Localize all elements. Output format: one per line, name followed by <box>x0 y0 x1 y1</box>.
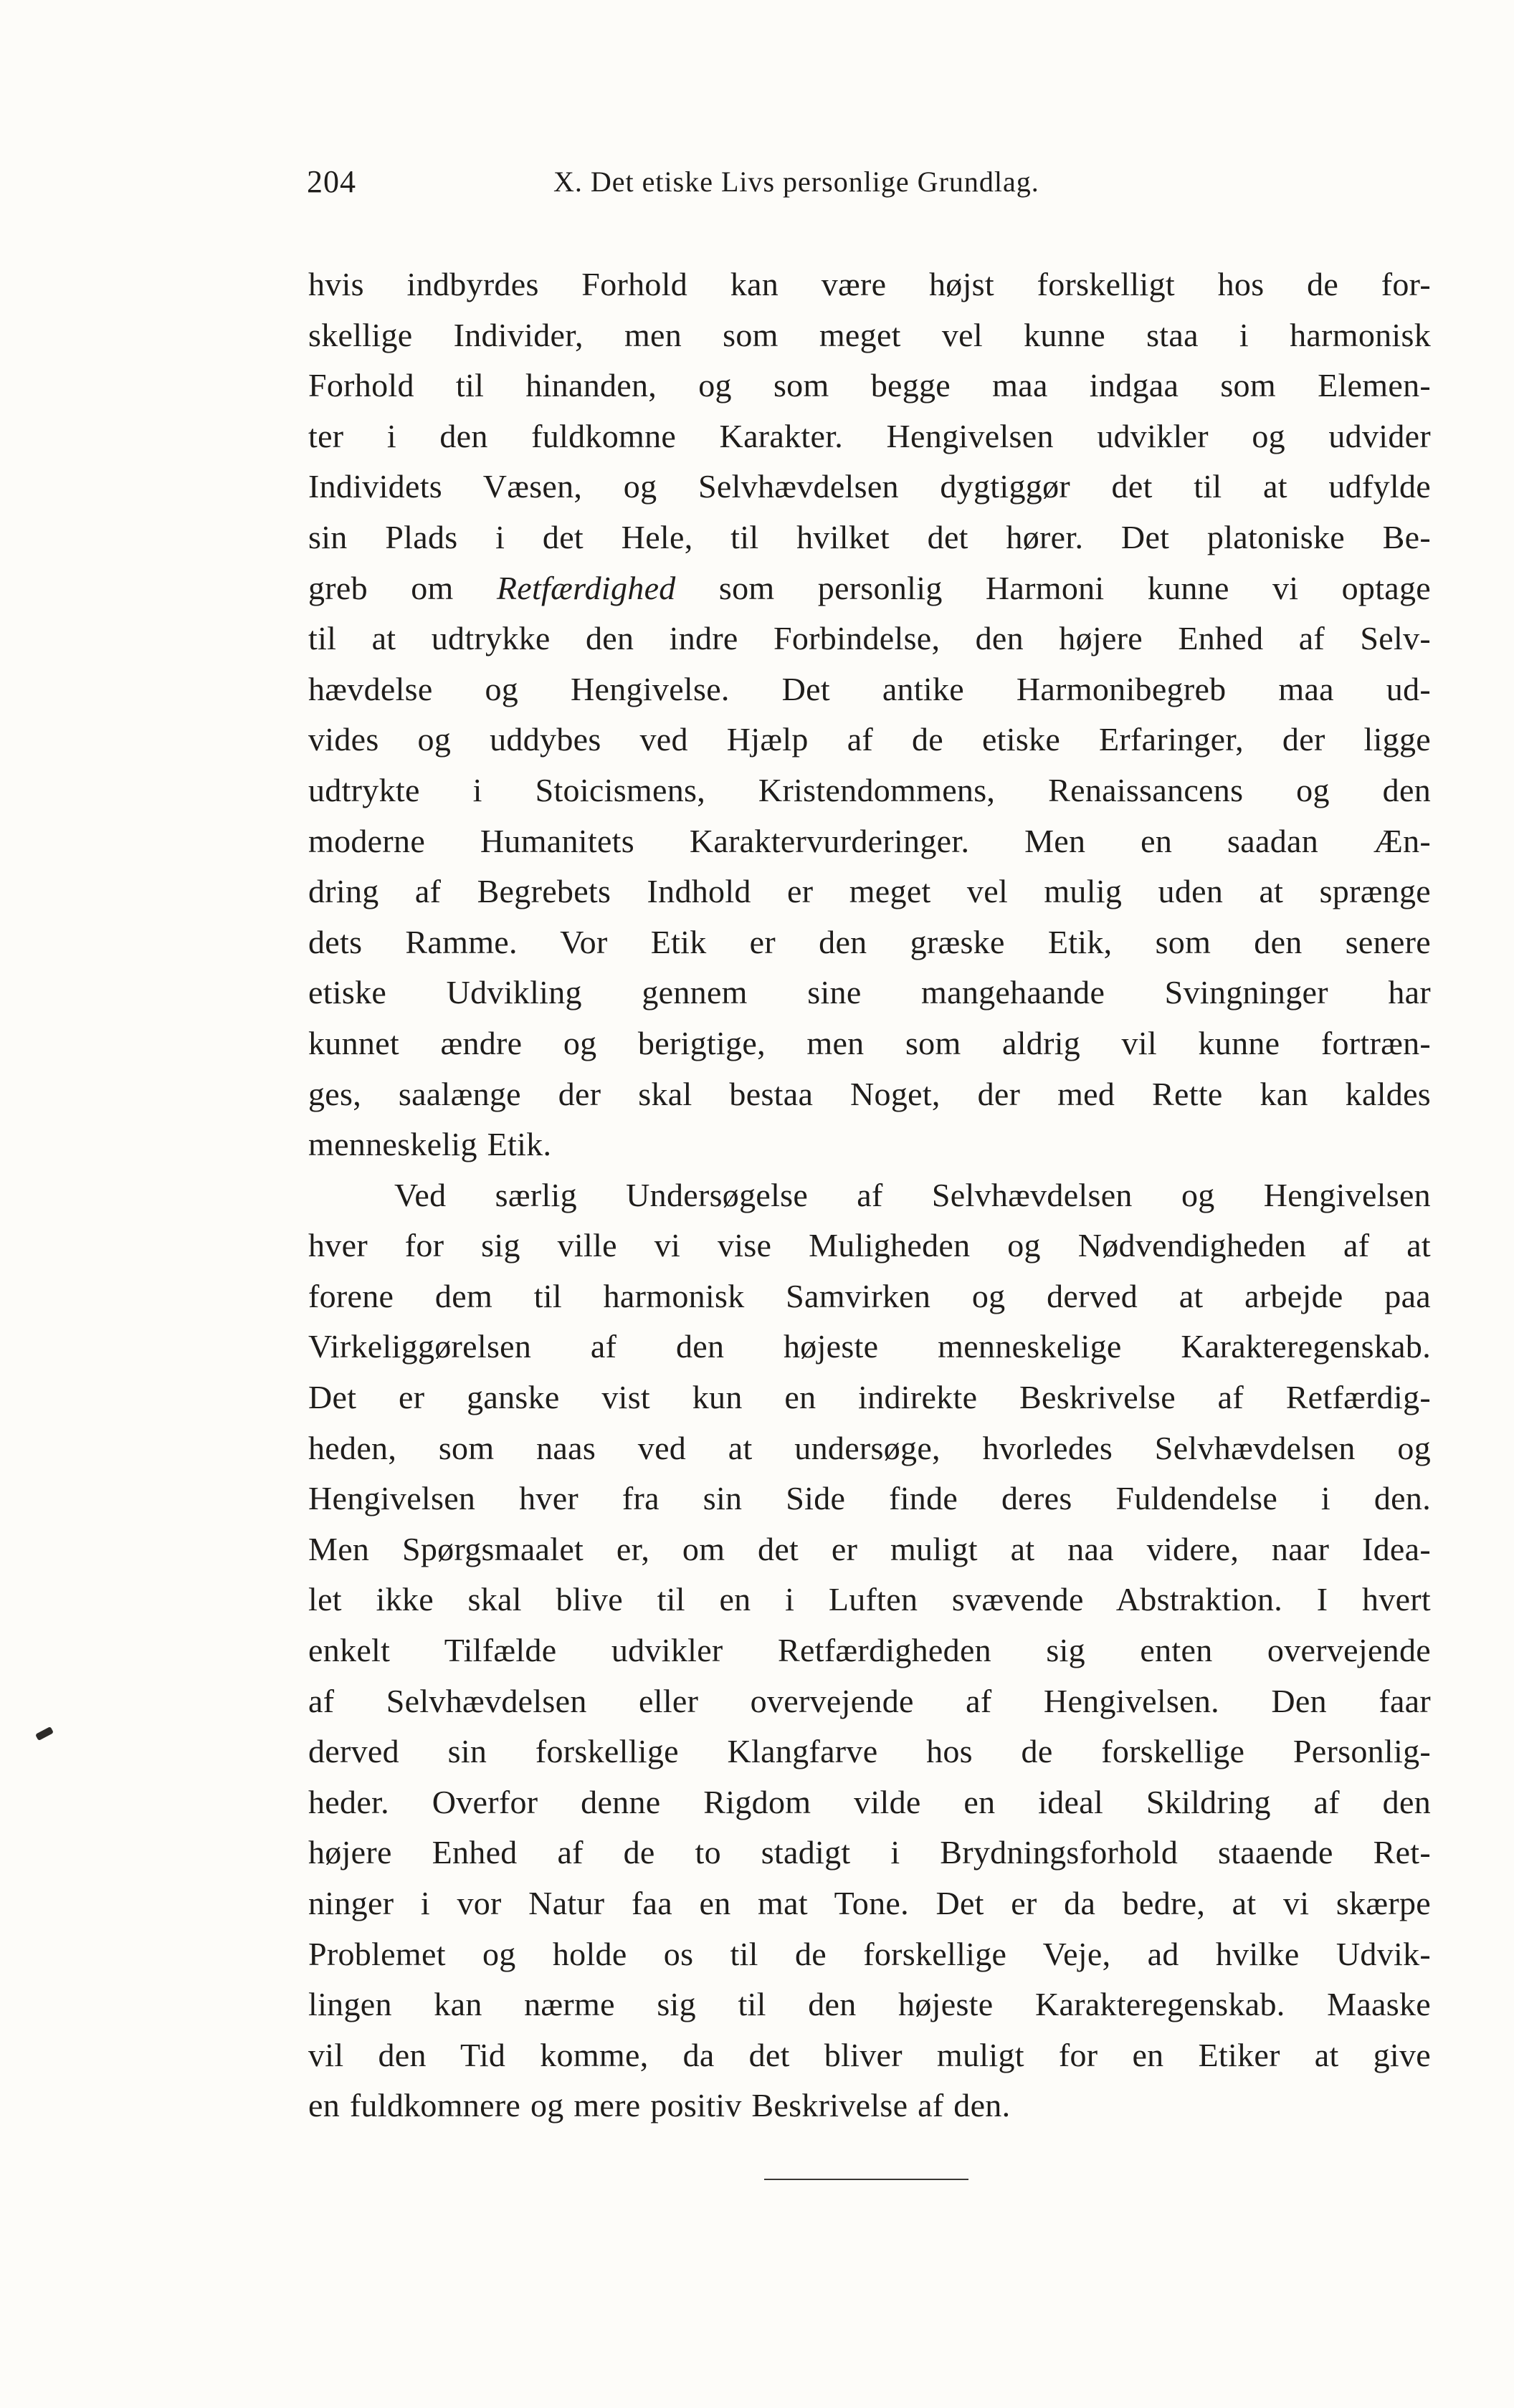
body-text <box>308 259 1431 2131</box>
text-segment: greb om <box>308 569 497 606</box>
running-title: X. Det etiske Livs personlige Grundlag. <box>553 166 1039 198</box>
closing-rule <box>764 2179 968 2180</box>
text-line: let ikke skal blive til en i Luften svævende Abstraktion. I hvert <box>308 1581 1431 1618</box>
text-line: Individets Væsen, og Selvhævdelsen dygtiggør det til at udfylde <box>308 468 1431 505</box>
text-line: menneskelig Etik. <box>308 1126 552 1163</box>
text-segment: som personlig Harmoni kunne vi optage <box>675 569 1431 606</box>
text-line: dets Ramme. Vor Etik er den græske Etik, som den senere <box>308 923 1431 960</box>
text-line: skellige Individer, men som meget vel kunne staa i harmonisk <box>308 316 1431 353</box>
text-line: hævdelse og Hengivelse. Det antike Harmonibegreb maa ud- <box>308 670 1431 707</box>
margin-pencil-mark <box>35 1726 54 1741</box>
text-line: Forhold til hinanden, og som begge maa indgaa som Elemen- <box>308 367 1431 404</box>
text-line: forene dem til harmonisk Samvirken og derved at arbejde paa <box>308 1277 1431 1314</box>
text-line: heden, som naas ved at undersøge, hvorledes Selvhævdelsen og <box>308 1429 1431 1466</box>
text-line: ter i den fuldkomne Karakter. Hengivelsen udvikler og udvider <box>308 417 1431 454</box>
text-line: lingen kan nærme sig til den højeste Karakteregenskab. Maaske <box>308 1986 1431 2023</box>
text-line <box>308 563 1431 614</box>
running-head <box>307 163 1432 206</box>
text-line: til at udtrykke den indre Forbindelse, den højere Enhed af Selv- <box>308 620 1431 657</box>
text-line: højere Enhed af de to stadigt i Brydningsforhold staaende Ret- <box>308 1834 1431 1871</box>
text-line: vil den Tid komme, da det bliver muligt for en Etiker at give <box>308 2036 1431 2073</box>
text-line: ges, saalænge der skal bestaa Noget, der med Rette kan kaldes <box>308 1075 1431 1112</box>
italic-term: Retfærdighed <box>496 569 676 606</box>
text-line: udtrykte i Stoicismens, Kristendommens, Renaissancens og den <box>308 771 1431 808</box>
text-line: sin Plads i det Hele, til hvilket det hører. Det platoniske Be- <box>308 518 1431 555</box>
text-line: Det er ganske vist kun en indirekte Beskrivelse af Retfærdig- <box>308 1379 1431 1416</box>
text-line: etiske Udvikling gennem sine mangehaande Svingninger har <box>308 974 1431 1011</box>
text-line: Ved særlig Undersøgelse af Selvhævdelsen og Hengivelsen <box>394 1176 1431 1213</box>
text-line: ninger i vor Natur faa en mat Tone. Det er da bedre, at vi skærpe <box>308 1885 1431 1921</box>
text-line: Problemet og holde os til de forskellige Veje, ad hvilke Udvik- <box>308 1935 1431 1972</box>
text-line: en fuldkomnere og mere positiv Beskrivelse af den. <box>308 2087 1011 2124</box>
text-line: derved sin forskellige Klangfarve hos de forskellige Personlig- <box>308 1733 1431 1770</box>
text-line: heder. Overfor denne Rigdom vilde en ideal Skildring af den <box>308 1783 1431 1820</box>
text-line: kunnet ændre og berigtige, men som aldrig vil kunne fortræn- <box>308 1024 1431 1061</box>
text-line: af Selvhævdelsen eller overvejende af Hengivelsen. Den faar <box>308 1682 1431 1719</box>
text-line: dring af Begrebets Indhold er meget vel mulig uden at sprænge <box>308 873 1431 910</box>
text-line: hver for sig ville vi vise Muligheden og Nødvendigheden af at <box>308 1227 1431 1264</box>
text-line: vides og uddybes ved Hjælp af de etiske Erfaringer, der ligge <box>308 721 1431 758</box>
text-line: moderne Humanitets Karaktervurderinger. Men en saadan Æn- <box>308 822 1431 859</box>
text-line: hvis indbyrdes Forhold kan være højst forskelligt hos de for- <box>308 266 1431 302</box>
text-line: Hengivelsen hver fra sin Side finde deres Fuldendelse i den. <box>308 1480 1431 1517</box>
text-line: Men Spørgsmaalet er, om det er muligt at naa videre, naar Idea- <box>308 1530 1431 1567</box>
text-line: Virkeliggørelsen af den højeste menneskelige Karakteregenskab. <box>308 1328 1431 1365</box>
text-line: enkelt Tilfælde udvikler Retfærdigheden sig enten overvejende <box>308 1632 1431 1669</box>
page-number: 204 <box>307 164 356 199</box>
